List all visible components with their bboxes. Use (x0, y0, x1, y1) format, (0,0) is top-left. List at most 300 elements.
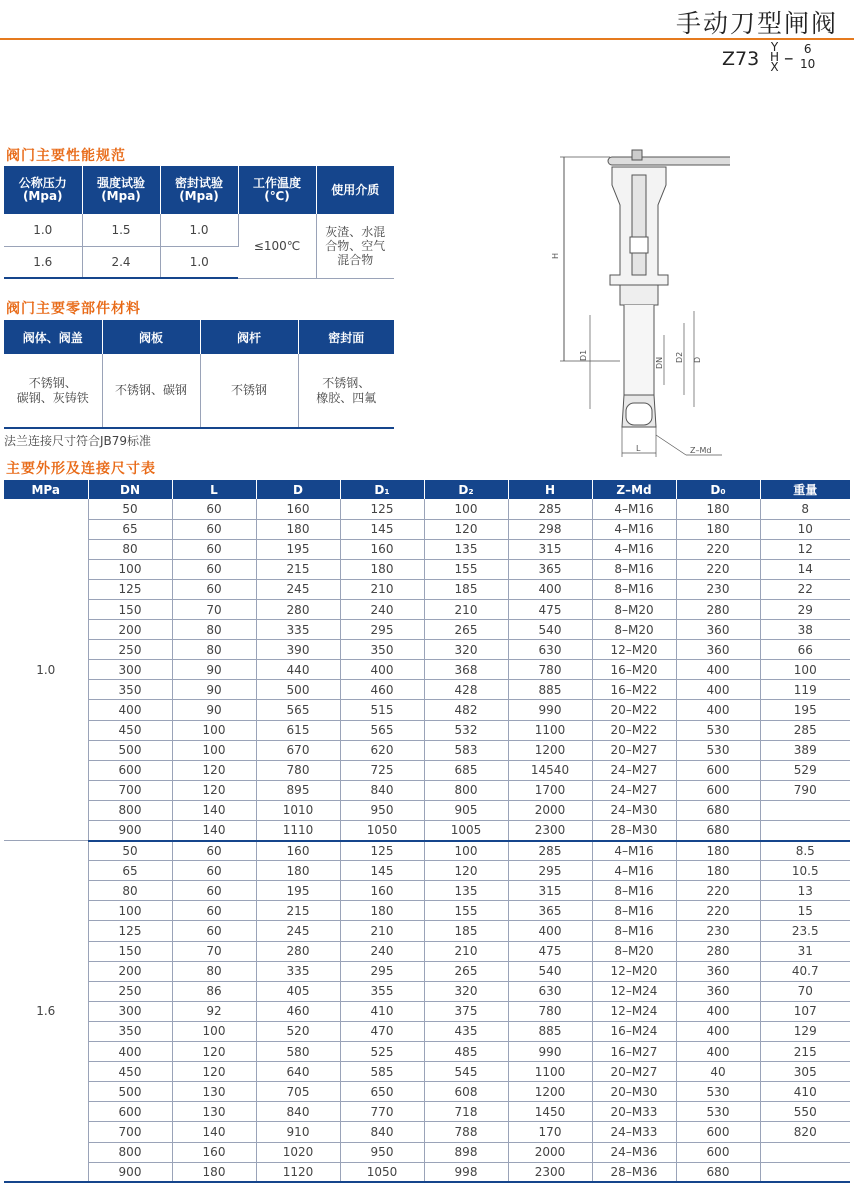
table-cell: 718 (424, 1102, 508, 1122)
table-cell: 460 (340, 680, 424, 700)
table-cell: 550 (760, 1102, 850, 1122)
table-cell: 14540 (508, 760, 592, 780)
table-cell: 285 (760, 720, 850, 740)
table-row (4, 841, 850, 861)
header-plate: 阀板 (102, 320, 200, 354)
table-cell: 900 (88, 821, 172, 841)
table-cell: 120 (172, 760, 256, 780)
table-cell: 8–M16 (592, 921, 676, 941)
materials-section-title: 阀门主要零部件材料 (6, 301, 141, 317)
header-seal-test: 密封试验 (Mpa) (160, 166, 238, 214)
table-cell: 1050 (340, 1162, 424, 1182)
handwheel-shape (608, 157, 730, 165)
table-cell: 540 (508, 620, 592, 640)
table-cell: 368 (424, 660, 508, 680)
table-cell: 210 (424, 941, 508, 961)
table-cell: 92 (172, 1001, 256, 1021)
table-cell (760, 1142, 850, 1162)
table-cell: 305 (760, 1062, 850, 1082)
table-cell: 180 (172, 1162, 256, 1182)
table-cell: 840 (340, 780, 424, 800)
table-cell: 90 (172, 660, 256, 680)
table-row (4, 539, 850, 559)
header-pressure: 公称压力 (Mpa) (4, 166, 82, 214)
table-cell: 24–M30 (592, 800, 676, 820)
table-cell: 400 (676, 700, 760, 720)
table-cell: 1110 (256, 821, 340, 841)
header-mpa: MPa (4, 480, 88, 499)
table-cell: 60 (172, 881, 256, 901)
model-code (720, 40, 840, 76)
table-cell: 195 (256, 539, 340, 559)
table-cell (760, 821, 850, 841)
table-row (4, 1162, 850, 1182)
table-cell: 585 (340, 1062, 424, 1082)
table-cell: 125 (88, 921, 172, 941)
cell-strength: 2.4 (82, 246, 160, 278)
table-cell: 50 (88, 499, 172, 519)
header-strength-test: 强度试验 (Mpa) (82, 166, 160, 214)
model-dash: – (784, 47, 794, 69)
header-h: H (508, 480, 592, 499)
table-cell: 400 (676, 660, 760, 680)
performance-table (4, 166, 394, 279)
table-cell: 23.5 (760, 921, 850, 941)
table-cell: 119 (760, 680, 850, 700)
table-cell: 130 (172, 1102, 256, 1122)
table-cell: 400 (508, 579, 592, 599)
table-cell: 65 (88, 861, 172, 881)
table-cell: 450 (88, 720, 172, 740)
table-cell: 195 (760, 700, 850, 720)
table-cell: 1200 (508, 740, 592, 760)
header-media: 使用介质 (316, 166, 394, 214)
table-cell: 24–M27 (592, 780, 676, 800)
table-cell: 40 (676, 1062, 760, 1082)
table-cell: 8–M16 (592, 579, 676, 599)
table-cell: 650 (340, 1082, 424, 1102)
model-prefix: Z73 (722, 48, 760, 70)
table-cell: 280 (256, 599, 340, 619)
table-cell: 350 (88, 680, 172, 700)
table-cell: 800 (424, 780, 508, 800)
table-cell: 2000 (508, 800, 592, 820)
table-cell: 400 (508, 921, 592, 941)
dim-label-d1: D1 (579, 349, 588, 361)
table-cell: 240 (340, 599, 424, 619)
table-cell: 4–M16 (592, 861, 676, 881)
dim-label-l: L (636, 444, 641, 453)
table-row (4, 354, 394, 428)
table-cell: 130 (172, 1082, 256, 1102)
table-cell: 770 (340, 1102, 424, 1122)
table-cell: 400 (340, 660, 424, 680)
table-cell: 485 (424, 1042, 508, 1062)
table-cell: 600 (676, 760, 760, 780)
cell-media: 灰渣、水混 合物、空气 混合物 (316, 214, 394, 278)
table-row (4, 700, 850, 720)
table-cell: 532 (424, 720, 508, 740)
table-cell: 220 (676, 901, 760, 921)
table-cell: 100 (172, 720, 256, 740)
header-d2: D₂ (424, 480, 508, 499)
table-row (4, 981, 850, 1001)
header-z-md: Z–Md (592, 480, 676, 499)
table-cell: 1020 (256, 1142, 340, 1162)
table-cell: 215 (760, 1042, 850, 1062)
table-row (4, 941, 850, 961)
table-cell: 900 (88, 1162, 172, 1182)
table-cell: 90 (172, 700, 256, 720)
table-cell: 950 (340, 1142, 424, 1162)
table-cell: 450 (88, 1062, 172, 1082)
table-cell: 680 (676, 800, 760, 820)
table-cell: 20–M30 (592, 1082, 676, 1102)
table-cell: 40.7 (760, 961, 850, 981)
table-cell (760, 800, 850, 820)
table-cell: 120 (172, 1042, 256, 1062)
table-cell: 725 (340, 760, 424, 780)
table-cell: 210 (340, 579, 424, 599)
table-cell: 80 (88, 539, 172, 559)
table-cell: 20–M22 (592, 700, 676, 720)
cell-temperature: ≤100℃ (238, 214, 316, 278)
table-cell: 180 (256, 861, 340, 881)
table-cell: 540 (508, 961, 592, 981)
table-cell: 220 (676, 539, 760, 559)
table-cell: 215 (256, 559, 340, 579)
dim-label-d: D (693, 356, 702, 363)
table-cell: 120 (172, 780, 256, 800)
table-cell: 1100 (508, 1062, 592, 1082)
cell-seal-material: 不锈钢、 橡胶、四氟 (298, 354, 394, 428)
table-cell: 1100 (508, 720, 592, 740)
table-cell: 615 (256, 720, 340, 740)
table-cell: 140 (172, 1122, 256, 1142)
table-cell: 180 (340, 559, 424, 579)
table-cell: 250 (88, 981, 172, 1001)
table-row (4, 579, 850, 599)
table-cell: 530 (676, 1102, 760, 1122)
table-cell: 12–M24 (592, 1001, 676, 1021)
table-cell: 220 (676, 559, 760, 579)
table-row (4, 1021, 850, 1041)
table-cell: 8–M20 (592, 620, 676, 640)
table-cell: 840 (340, 1122, 424, 1142)
header-seal-face: 密封面 (298, 320, 394, 354)
table-cell: 680 (676, 1162, 760, 1182)
table-cell: 250 (88, 640, 172, 660)
table-cell: 4–M16 (592, 519, 676, 539)
table-cell: 280 (676, 599, 760, 619)
table-row (4, 1042, 850, 1062)
cell-pressure: 1.0 (4, 214, 82, 246)
table-cell: 65 (88, 519, 172, 539)
table-row (4, 961, 850, 981)
table-cell: 8–M20 (592, 941, 676, 961)
table-cell: 700 (88, 780, 172, 800)
table-cell: 470 (340, 1021, 424, 1041)
table-cell: 20–M27 (592, 1062, 676, 1082)
table-cell: 70 (760, 981, 850, 1001)
table-cell: 600 (676, 780, 760, 800)
table-cell: 24–M33 (592, 1122, 676, 1142)
table-cell: 428 (424, 680, 508, 700)
table-cell: 295 (340, 620, 424, 640)
model-seal-h: H (770, 50, 780, 64)
table-cell: 350 (88, 1021, 172, 1041)
table-cell: 705 (256, 1082, 340, 1102)
table-cell: 700 (88, 1122, 172, 1142)
table-cell: 790 (760, 780, 850, 800)
table-cell: 583 (424, 740, 508, 760)
table-cell: 210 (424, 599, 508, 619)
table-cell: 389 (760, 740, 850, 760)
table-cell: 180 (340, 901, 424, 921)
table-cell: 1200 (508, 1082, 592, 1102)
header-d0: D₀ (676, 480, 760, 499)
table-cell: 335 (256, 961, 340, 981)
table-cell: 60 (172, 499, 256, 519)
table-cell: 195 (256, 881, 340, 901)
table-cell: 60 (172, 579, 256, 599)
table-cell: 780 (508, 1001, 592, 1021)
table-cell: 245 (256, 579, 340, 599)
table-cell: 1450 (508, 1102, 592, 1122)
table-cell: 100 (172, 1021, 256, 1041)
header-weight: 重量 (760, 480, 850, 499)
table-cell: 24–M27 (592, 760, 676, 780)
table-cell: 2300 (508, 821, 592, 841)
table-cell: 285 (508, 499, 592, 519)
performance-section-title: 阀门主要性能规范 (6, 148, 126, 164)
table-cell: 885 (508, 1021, 592, 1041)
model-seal-x: X (770, 60, 779, 74)
dimensions-table (4, 480, 850, 1183)
table-cell: 240 (340, 941, 424, 961)
table-cell: 400 (676, 1001, 760, 1021)
table-cell: 90 (172, 680, 256, 700)
table-row (4, 214, 394, 246)
table-cell: 60 (172, 559, 256, 579)
table-cell: 100 (760, 660, 850, 680)
table-cell: 60 (172, 841, 256, 861)
table-cell: 180 (676, 861, 760, 881)
table-cell: 100 (88, 901, 172, 921)
table-cell: 580 (256, 1042, 340, 1062)
table-cell: 80 (88, 881, 172, 901)
table-row (4, 800, 850, 820)
table-cell (760, 1162, 850, 1182)
table-cell: 10 (760, 519, 850, 539)
table-cell: 320 (424, 640, 508, 660)
table-cell: 529 (760, 760, 850, 780)
dim-label-h: H (551, 252, 560, 259)
model-pressure-10: 10 (800, 57, 816, 71)
table-row (4, 1122, 850, 1142)
table-cell: 2300 (508, 1162, 592, 1182)
table-row (4, 760, 850, 780)
table-row (4, 559, 850, 579)
table-cell: 38 (760, 620, 850, 640)
dim-label-zmd: Z–Md (690, 446, 712, 455)
table-row (4, 780, 850, 800)
table-cell: 12–M24 (592, 981, 676, 1001)
table-cell: 910 (256, 1122, 340, 1142)
table-cell: 8.5 (760, 841, 850, 861)
table-cell: 16–M24 (592, 1021, 676, 1041)
table-cell: 300 (88, 660, 172, 680)
table-row (4, 861, 850, 881)
table-cell: 315 (508, 881, 592, 901)
table-cell: 70 (172, 599, 256, 619)
table-row (4, 1001, 850, 1021)
header-stem: 阀杆 (200, 320, 298, 354)
table-row (4, 1102, 850, 1122)
table-cell: 80 (172, 961, 256, 981)
table-cell: 215 (256, 901, 340, 921)
table-cell: 800 (88, 800, 172, 820)
cell-body-material: 不锈钢、 碳钢、灰铸铁 (4, 354, 102, 428)
table-cell: 100 (424, 841, 508, 861)
table-row (4, 519, 850, 539)
cell-pressure: 1.6 (4, 246, 82, 278)
table-cell: 515 (340, 700, 424, 720)
table-cell: 66 (760, 640, 850, 660)
table-cell: 160 (340, 539, 424, 559)
table-cell: 31 (760, 941, 850, 961)
table-cell: 4–M16 (592, 539, 676, 559)
table-cell: 530 (676, 720, 760, 740)
table-cell: 680 (676, 821, 760, 841)
table-row (4, 720, 850, 740)
table-row (4, 1082, 850, 1102)
table-cell: 150 (88, 599, 172, 619)
cell-seal: 1.0 (160, 246, 238, 278)
table-cell: 28–M36 (592, 1162, 676, 1182)
table-cell: 360 (676, 640, 760, 660)
table-cell: 160 (340, 881, 424, 901)
table-cell: 60 (172, 861, 256, 881)
table-cell: 200 (88, 620, 172, 640)
table-cell: 565 (256, 700, 340, 720)
table-cell: 12–M20 (592, 961, 676, 981)
table-cell: 100 (424, 499, 508, 519)
table-cell: 600 (88, 760, 172, 780)
table-cell: 780 (508, 660, 592, 680)
table-cell: 400 (676, 1021, 760, 1041)
table-cell: 335 (256, 620, 340, 640)
table-cell: 295 (340, 961, 424, 981)
table-cell: 200 (88, 961, 172, 981)
table-cell: 245 (256, 921, 340, 941)
table-cell: 86 (172, 981, 256, 1001)
header-work-temp: 工作温度 (℃) (238, 166, 316, 214)
table-cell: 600 (676, 1142, 760, 1162)
header-d: D (256, 480, 340, 499)
table-cell: 885 (508, 680, 592, 700)
table-cell: 100 (88, 559, 172, 579)
table-cell: 2000 (508, 1142, 592, 1162)
table-cell: 298 (508, 519, 592, 539)
table-cell: 155 (424, 901, 508, 921)
table-cell: 435 (424, 1021, 508, 1041)
materials-table (4, 320, 394, 429)
table-cell: 990 (508, 700, 592, 720)
table-cell: 640 (256, 1062, 340, 1082)
table-cell: 360 (676, 981, 760, 1001)
performance-header-row (4, 166, 394, 214)
table-cell: 180 (676, 519, 760, 539)
table-cell: 12 (760, 539, 850, 559)
valve-diagram (550, 145, 730, 465)
table-cell: 107 (760, 1001, 850, 1021)
table-cell: 10.5 (760, 861, 850, 881)
table-cell: 50 (88, 841, 172, 861)
table-cell: 500 (88, 1082, 172, 1102)
table-cell: 125 (340, 499, 424, 519)
table-cell: 365 (508, 559, 592, 579)
table-cell: 400 (676, 680, 760, 700)
table-cell: 525 (340, 1042, 424, 1062)
table-cell: 410 (340, 1001, 424, 1021)
table-cell: 8 (760, 499, 850, 519)
table-cell: 80 (172, 620, 256, 640)
table-row (4, 599, 850, 619)
table-cell: 990 (508, 1042, 592, 1062)
table-cell: 160 (256, 499, 340, 519)
table-cell: 220 (676, 881, 760, 901)
table-cell: 530 (676, 740, 760, 760)
model-seal-stack (770, 42, 779, 72)
table-cell: 180 (256, 519, 340, 539)
table-row (4, 499, 850, 519)
table-cell: 400 (88, 1042, 172, 1062)
table-cell: 129 (760, 1021, 850, 1041)
table-cell: 800 (88, 1142, 172, 1162)
table-row (4, 821, 850, 841)
cell-pressure-class: 1.0 (4, 499, 88, 841)
table-cell: 120 (424, 861, 508, 881)
model-pressure-stack (800, 42, 815, 72)
table-cell: 400 (676, 1042, 760, 1062)
table-cell: 1050 (340, 821, 424, 841)
table-cell: 1120 (256, 1162, 340, 1182)
cell-plate-material: 不锈钢、碳钢 (102, 354, 200, 428)
table-cell: 788 (424, 1122, 508, 1142)
table-cell: 630 (508, 640, 592, 660)
table-cell: 410 (760, 1082, 850, 1102)
table-cell: 360 (676, 620, 760, 640)
table-cell: 530 (676, 1082, 760, 1102)
table-cell: 180 (676, 841, 760, 861)
header-d1: D₁ (340, 480, 424, 499)
table-cell: 145 (340, 519, 424, 539)
table-cell: 950 (340, 800, 424, 820)
table-cell: 295 (508, 861, 592, 881)
table-cell: 60 (172, 539, 256, 559)
table-cell: 70 (172, 941, 256, 961)
table-cell: 8–M16 (592, 559, 676, 579)
table-cell: 22 (760, 579, 850, 599)
table-cell: 600 (88, 1102, 172, 1122)
table-cell: 8–M20 (592, 599, 676, 619)
table-row (4, 901, 850, 921)
table-cell: 405 (256, 981, 340, 1001)
table-cell: 28–M30 (592, 821, 676, 841)
table-row (4, 921, 850, 941)
dimensions-section-title: 主要外形及连接尺寸表 (6, 461, 156, 477)
